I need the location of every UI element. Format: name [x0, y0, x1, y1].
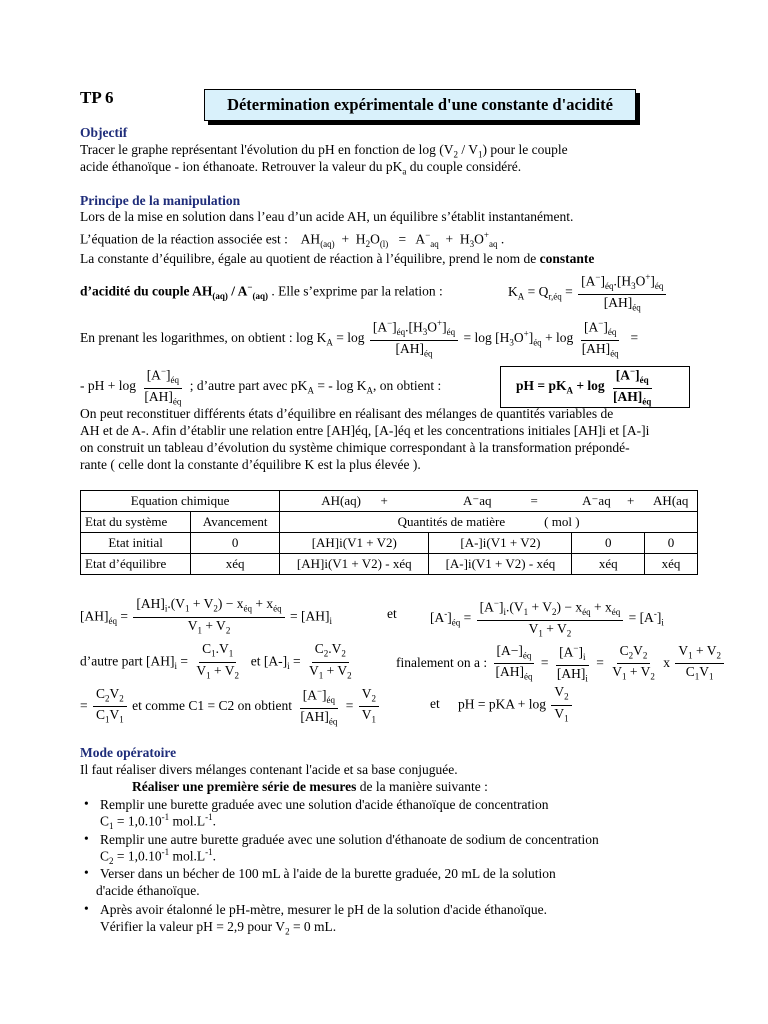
bullet-icon: • — [84, 831, 89, 846]
principe-p10: rante ( celle dont la constante d’équilibre K est la plus élevée ). — [80, 457, 421, 472]
principe-p8: AH et de A-. Afin d’établir une relation entre [AH]éq, [A-]éq et les concentrations initiales [AH]i et [A-]i — [80, 423, 650, 438]
evolution-table — [80, 490, 698, 575]
page-title: Détermination expérimentale d'une constante d'acidité — [204, 89, 636, 121]
principe-p4: d’acidité du couple $AH_{(aq)} / A^-_{(aq)}$ . Elle s’exprime par la relation : — [80, 282, 443, 302]
table-cell: Equation chimique — [81, 491, 280, 512]
table-cell: [AH]i(V1 + V2) - xéq — [280, 554, 429, 575]
equation-line: L’équation de la réaction associée est : $AH_{(aq)} + H_2O_{(l)} = A^-_{aq} + H_3O^+_{aq}$ . — [80, 230, 505, 250]
relation-ah-eq: $[AH]_{éq}$ = $\frac{[AH]_i.(V_1 + V_2) - x_{éq} + x_{éq}}{V_1 + V_2}$ = $[AH]_i$ — [80, 596, 332, 636]
mode-b1-l1: Remplir une burette graduée avec une solution d'acide éthanoïque de concentration — [100, 797, 549, 812]
principe-p9: on construit un tableau d’évolution du système chimique correspondant à la transformation prépondé- — [80, 440, 630, 455]
table-cell: Etat d’équilibre — [81, 554, 191, 575]
ka-relation: $K_A = Q_{r,éq}$ = $\frac{[A^-]_{éq}.[H_3O^+]_{éq}}{[AH]_{éq}}$ — [508, 270, 668, 316]
principe-p7: On peut reconstituer différents états d’équilibre en réalisant des mélanges de quantités variables de — [80, 406, 614, 421]
table-cell: xéq — [572, 554, 645, 575]
bullet-icon: • — [84, 796, 89, 811]
objectif-heading: Objectif — [80, 125, 128, 140]
mode-b4-l1: Après avoir étalonné le pH-mètre, mesurer le pH de la solution d'acide éthanoïque. — [100, 902, 548, 917]
table-cell: 0 — [572, 533, 645, 554]
table-cell: [A-]i(V1 + V2) - xéq — [429, 554, 572, 575]
mode-b2-l1: Remplir une autre burette graduée avec une solution d'éthanoate de sodium de concentration — [100, 832, 599, 847]
table-cell: 0 — [191, 533, 280, 554]
table-cell: xéq — [645, 554, 698, 575]
relation-a-eq: $[A^-]_{éq}$ = $\frac{[A^-]_i.(V_1 + V_2) - x_{éq} + x_{éq}}{V_1 + V_2}$ = $[A^-]_i$ — [430, 598, 664, 639]
table-row — [81, 512, 698, 533]
objectif-line-1: Tracer le graphe représentant l'évolution du pH en fonction de $\log (V_2 / V_1)$ pour le couple — [80, 142, 568, 160]
table-row — [81, 554, 698, 575]
mode-b1-l2: $C_1 = 1,0.10^{-1}$ $mol.L^{-1}$. — [100, 812, 217, 832]
bullet-icon: • — [84, 901, 89, 916]
table-cell: [A-]i(V1 + V2) — [429, 533, 572, 554]
table-cell: xéq — [191, 554, 280, 575]
mode-intro: Il faut réaliser divers mélanges contenant l'acide et sa base conjuguée. — [80, 762, 458, 777]
mode-b2-l2: $C_2 = 1,0.10^{-1}$ $mol.L^{-1}$. — [100, 847, 217, 867]
table-cell: Etat initial — [81, 533, 191, 554]
relation-concentrations: d’autre part $[AH]_i$ = $\frac{C_1.V_1}{V_1 + V_2}$ et $[A-]_i$ = $\frac{C_2.V_2}{V_1 + V_2}$ — [80, 641, 352, 681]
principe-p1: Lors de la mise en solution dans l’eau d’un acide AH, un équilibre s’établit instantanément. — [80, 209, 574, 224]
relation-et-3: et — [430, 696, 440, 711]
table-cell: Etat du système — [81, 512, 191, 533]
mode-heading: Mode opératoire — [80, 745, 177, 760]
bullet-icon: • — [84, 865, 89, 880]
table-row — [81, 533, 698, 554]
principe-heading: Principe de la manipulation — [80, 193, 241, 208]
log-relation-2: - pH + log $\frac{[A^-]_{éq}}{[AH]_{éq}}$ ; d’autre part avec $pK_A$ = - $\log K_A$, on obtient : — [80, 366, 442, 407]
relation-finalement: finalement on a : $\frac{[A-]_{éq}}{[AH]_{éq}}$ = $\frac{[A^-]_i}{[AH]_i}$ = $\frac{C_2V_2}{V_1 + V_2}$ x $\frac{V_1 + V_2}{C_1V_1}$ — [396, 641, 726, 687]
table-cell: Quantités de matière ( mol ) — [280, 512, 698, 533]
table-row — [81, 491, 698, 512]
table-cell: AH(aq) + — [280, 491, 429, 512]
table-cell: A⁻aq + — [572, 491, 645, 512]
objectif-line-2: acide éthanoïque - ion éthanoate. Retrouver la valeur du $pK_a$ du couple considéré. — [80, 159, 522, 177]
mode-serie: Réaliser une première série de mesures de la manière suivante : — [132, 779, 488, 794]
ph-formula-boxed: pH = $pK_A + \log$ $\frac{[A^-]_{éq}}{[AH]_{éq}}$ — [516, 366, 652, 407]
principe-p3: La constante d’équilibre, égale au quotient de réaction à l’équilibre, prend le nom de constante — [80, 251, 595, 266]
table-cell: A⁻aq = — [429, 491, 572, 512]
table-cell: Avancement — [191, 512, 280, 533]
table-cell: 0 — [645, 533, 698, 554]
mode-b4-l2: Vérifier la valeur pH = 2,9 pour $V_2 = 0$ mL. — [100, 919, 337, 937]
mode-b3-l1: Verser dans un bécher de 100 mL à l'aide de la burette graduée, 20 mL de la solution — [100, 866, 556, 881]
relation-final: = $\frac{C_2V_2}{C_1V_1}$ et comme C1 = C2 on obtient $\frac{[A^-]_{éq}}{[AH]_{éq}}$ = $\frac{V_2}{V_1}$ — [80, 684, 381, 730]
relation-ph: pH = pKA + log $\frac{V_2}{V_1}$ — [458, 684, 574, 726]
table-cell: [AH]i(V1 + V2) — [280, 533, 429, 554]
relation-et: et — [387, 606, 397, 621]
mode-b3-l2: d'acide éthanoïque. — [96, 883, 200, 898]
log-relation: En prenant les logarithmes, on obtient : $\log K_A = \log$ $\frac{[A^-]_{éq}.[H_3O^+]_{éq}}{[AH]_{éq}}$ = $\log [H_3O^+]_{éq} + \log$ $\frac{[A^-]_{éq}}{[AH]_{éq}}$ = — [80, 318, 639, 359]
table-cell: AH(aq — [645, 491, 698, 512]
tp-label: TP 6 — [80, 88, 114, 107]
